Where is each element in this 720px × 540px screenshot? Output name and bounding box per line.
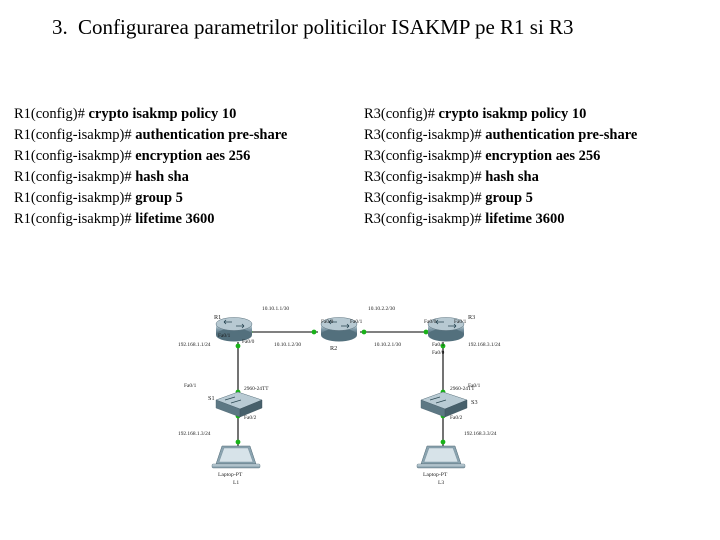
command-line [14,188,364,209]
switch-s1 [216,392,262,417]
router-label-r2: R2 [330,345,338,352]
command-line [14,167,364,188]
command-text: crypto isakmp policy 10 [438,106,587,122]
command-line [364,146,714,167]
iface-label: Fa0/0 [432,350,445,356]
command-line [14,209,364,230]
network-topology-diagram [178,288,553,488]
title-text: Configurarea parametrilor politicilor ISAKMP pe R1 si R3 [78,15,574,39]
command-prompt: R3(config-isakmp)# [364,127,486,143]
iface-label: Fa0/0 [424,319,437,325]
command-prompt: R3(config)# [364,106,439,122]
command-text: authentication pre-share [135,127,288,143]
command-prompt: R1(config)# [14,106,89,122]
switch-label-s1: S1 [208,395,215,402]
command-text: hash sha [135,169,189,185]
iface-label: Fa0/0 [242,339,255,345]
command-text: lifetime 3600 [135,211,215,227]
router-label-r3: R3 [468,314,476,321]
command-prompt: R1(config-isakmp)# [14,148,136,164]
iface-label: Fa0/2 [450,415,463,421]
command-text: encryption aes 256 [485,148,601,164]
lan-address-label: 192.168.1.1/24 [178,342,211,348]
switch-model-label: 2960-24TT [450,386,475,392]
command-line [364,104,714,125]
iface-label: Fa0/1 [350,319,363,325]
iface-label: Fa0/1 [184,383,197,389]
command-listing [14,104,714,230]
laptop-model-label: Laptop-PT [423,472,448,478]
switch-s3 [421,392,467,417]
lan-address-label: 192.168.3.1/24 [468,342,501,348]
command-prompt: R1(config-isakmp)# [14,211,136,227]
iface-label: Fa0/1 [218,333,231,339]
link-address-label: 10.10.2.1/30 [374,342,402,348]
command-prompt: R1(config-isakmp)# [14,127,136,143]
command-prompt: R3(config-isakmp)# [364,190,486,206]
lan-address-label: 192.168.1.3/24 [178,431,211,437]
command-line [364,209,714,230]
command-prompt: R3(config-isakmp)# [364,148,486,164]
iface-label: Fa0/1 [432,342,445,348]
link-address-label: 10.10.1.1/30 [262,306,290,312]
command-text: lifetime 3600 [485,211,565,227]
iface-label: Fa0/0 [321,319,334,325]
command-text: encryption aes 256 [135,148,251,164]
command-prompt: R1(config-isakmp)# [14,169,136,185]
laptop-label-l1: L1 [233,480,240,486]
command-prompt: R3(config-isakmp)# [364,169,486,185]
command-text: crypto isakmp policy 10 [88,106,237,122]
link-address-label: 10.10.2.2/30 [368,306,396,312]
laptop-l1 [212,446,260,468]
command-column-r3 [364,104,714,230]
command-prompt: R3(config-isakmp)# [364,211,486,227]
switch-label-s3: S3 [471,399,478,406]
switch-model-label: 2960-24TT [244,386,269,392]
link-address-label: 10.10.1.2/30 [274,342,302,348]
command-line [14,104,364,125]
command-text: group 5 [485,190,533,206]
command-text: group 5 [135,190,183,206]
router-label-r1: R1 [214,314,222,321]
command-line [364,125,714,146]
lan-address-label: 192.168.3.3/24 [464,431,497,437]
command-line [14,125,364,146]
laptop-model-label: Laptop-PT [218,472,243,478]
laptop-label-l3: L3 [438,480,445,486]
iface-label: Fa0/1 [468,383,481,389]
command-line [364,188,714,209]
command-prompt: R1(config-isakmp)# [14,190,136,206]
laptop-l3 [417,446,465,468]
command-column-r1 [14,104,364,230]
title-number: 3. [52,15,68,39]
iface-label: Fa0/2 [244,415,257,421]
command-text: hash sha [485,169,539,185]
command-text: authentication pre-share [485,127,638,143]
page-title [52,14,682,40]
iface-label: Fa0/1 [454,319,467,325]
command-line [14,146,364,167]
command-line [364,167,714,188]
